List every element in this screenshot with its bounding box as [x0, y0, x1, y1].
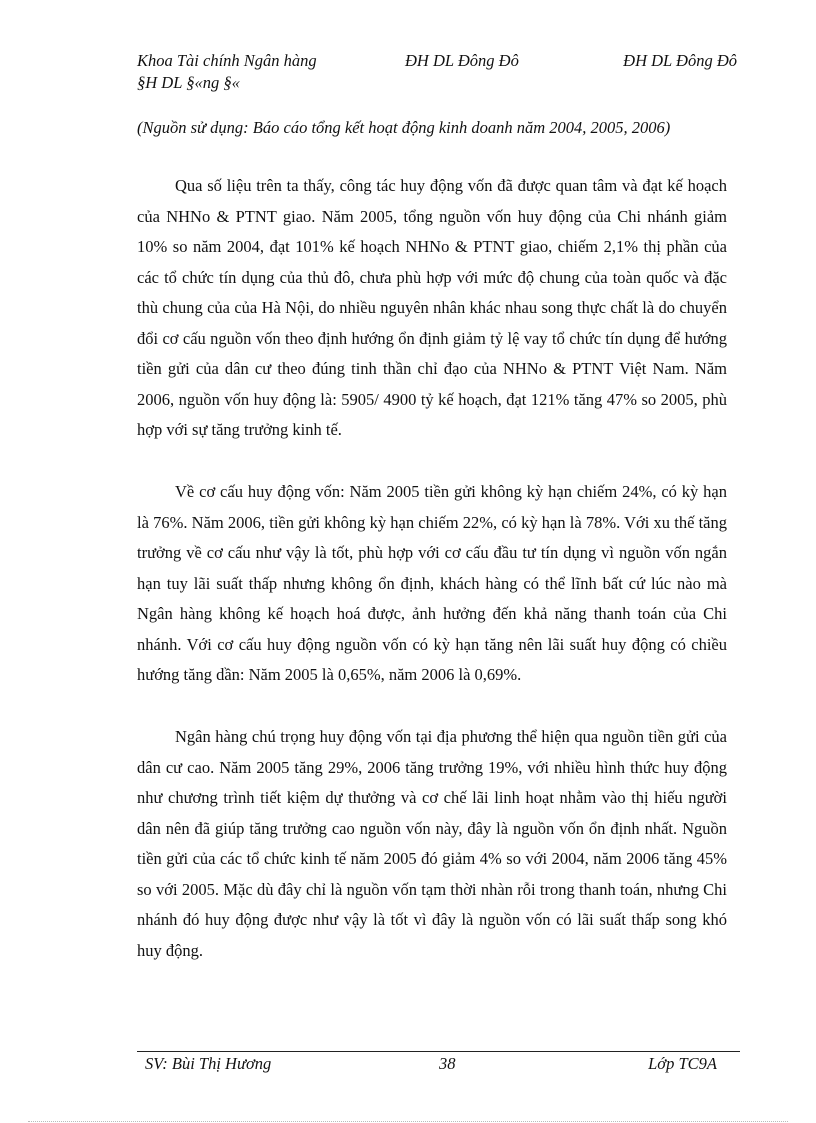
header-university-repeat: ĐH DL Đông Đô [623, 51, 737, 70]
header-university-garbled: §H DL §«ng §« [137, 73, 240, 92]
paragraph-3 [137, 722, 727, 966]
paragraph-1-text: Qua số liệu trên ta thấy, công tác huy động vốn đã được quan tâm và đạt kế hoạch của NHNo & PTNT giao. Năm 2005, tổng nguồn vốn huy động của Chi nhánh giảm 10% so năm 2004, đạt 101% kế hoạch NHNo & PTNT giao, chiếm 2,1% thị phần của các tổ chức tín dụng của thủ đô, chưa phù hợp với mức độ chung của toàn quốc và đặc thù chung của của Hà Nội, do nhiều nguyên nhân khác nhau song thực chất là do chuyển đổi cơ cấu nguồn vốn theo định hướng ổn định giảm tỷ lệ vay tổ chức tín dụng để hướng tiền gửi của dân cư theo đúng tinh thần chỉ đạo của NHNo & PTNT Việt Nam. Năm 2006, nguồn vốn huy động là: 5905/ 4900 tỷ kế hoạch, đạt 121% tăng 47% so 2005, phù hợp với sự tăng trưởng kinh tế. [137, 176, 727, 439]
footer-student: SV: Bùi Thị Hương [145, 1054, 272, 1073]
source-note: (Nguồn sử dụng: Báo cáo tổng kết hoạt động kinh doanh năm 2004, 2005, 2006) [137, 118, 671, 137]
footer-divider [137, 1051, 740, 1052]
paragraph-1 [137, 171, 727, 446]
page-header [137, 50, 737, 94]
paragraph-2-text: Về cơ cấu huy động vốn: Năm 2005 tiền gửi không kỳ hạn chiếm 24%, có kỳ hạn là 76%. Năm 2006, tiền gửi không kỳ hạn chiếm 22%, có kỳ hạn là 78%. Với xu thế tăng trưởng về cơ cấu như vậy là tốt, phù hợp với cơ cấu đầu tư tín dụng vì nguồn vốn ngắn hạn tuy lãi suất thấp nhưng không ổn định, khách hàng có thể lĩnh bất cứ lúc nào mà Ngân hàng không kế hoạch hoá được, ảnh hưởng đến khả năng thanh toán của Chi nhánh. Với cơ cấu huy động nguồn vốn có kỳ hạn tăng nên lãi suất huy động có chiều hướng tăng dần: Năm 2005 là 0,65%, năm 2006 là 0,69%. [137, 482, 727, 684]
footer-class: Lớp TC9A [648, 1054, 717, 1073]
paragraph-2 [137, 477, 727, 691]
paragraph-3-text: Ngân hàng chú trọng huy động vốn tại địa phương thể hiện qua nguồn tiền gửi của dân cư cao. Năm 2005 tăng 29%, 2006 tăng trưởng 19%, với nhiều hình thức huy động như chương trình tiết kiệm dự thưởng và cơ chế lãi linh hoạt nhằm vào thị hiếu người dân nên đã giúp tăng trưởng cao nguồn vốn này, đây là nguồn vốn ổn định nhất. Nguồn tiền gửi của các tổ chức kinh tế năm 2005 đó giảm 4% so với 2004, năm 2006 tăng 45% so với 2005. Mặc dù đây chỉ là nguồn vốn tạm thời nhàn rỗi trong thanh toán, nhưng Chi nhánh đó huy động được như vậy là tốt vì đây là nguồn vốn có lãi suất thấp song khó huy động. [137, 727, 727, 960]
header-faculty: Khoa Tài chính Ngân hàng [137, 51, 317, 70]
page-footer [137, 1054, 717, 1078]
bottom-dotted-line [28, 1121, 788, 1122]
header-university: ĐH DL Đông Đô [405, 51, 519, 70]
footer-page-number: 38 [439, 1054, 456, 1073]
